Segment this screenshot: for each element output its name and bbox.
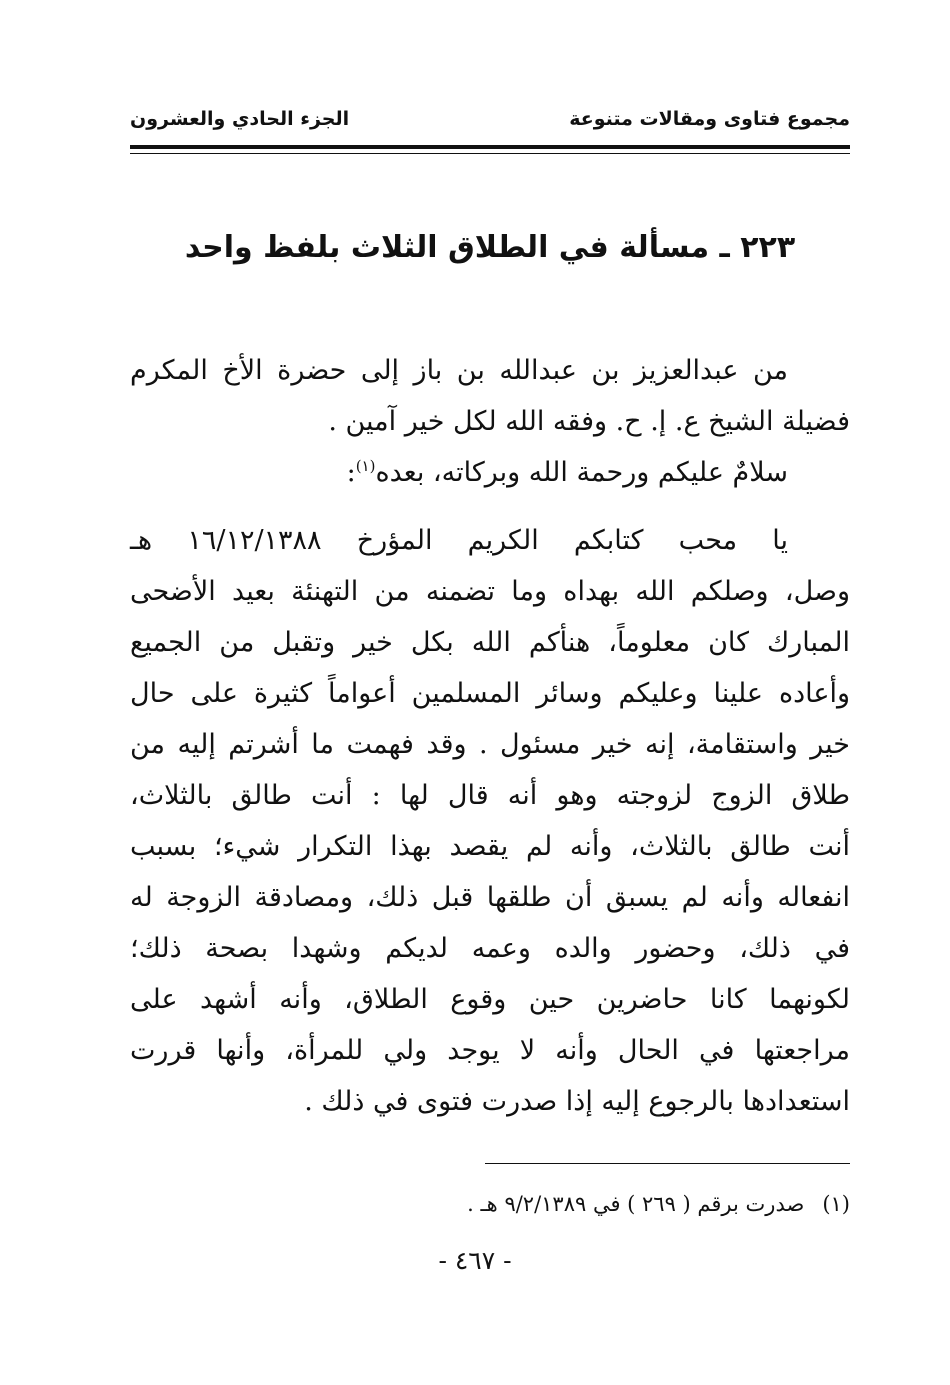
header-volume: الجزء الحادي والعشرون bbox=[130, 108, 350, 130]
header-book-title: مجموع فتاوى ومقالات متنوعة bbox=[569, 108, 850, 130]
opening-line-1: من عبدالعزيز بن عبدالله بن باز إلى حضرة الأخ المكرم bbox=[130, 355, 788, 386]
body-line: المبارك كان معلوماً، هنأكم الله بكل خير وتقبل من الجميع bbox=[130, 627, 850, 658]
greeting-text: سلامٌ عليكم ورحمة الله وبركاته، بعده bbox=[375, 457, 788, 488]
body-line-last: استعدادها بالرجوع إليه إذا صدرت فتوى في ذلك . bbox=[304, 1086, 850, 1117]
body-line: يا محب كتابكم الكريم المؤرخ ١٦/١٢/١٣٨٨ هـ bbox=[130, 525, 789, 556]
opening-line-2: فضيلة الشيخ ع. إ. ح. وفقه الله لكل خير آمين . bbox=[328, 406, 850, 437]
body-paragraph bbox=[130, 515, 850, 1127]
body-line: أنت طالق بالثلاث، وأنه لم يقصد بهذا التكرار شيء؛ بسبب bbox=[130, 831, 850, 862]
body-line: طلاق الزوج لزوجته وهو أنه قال لها : أنت طالق بالثلاث، bbox=[130, 780, 850, 811]
body-line: وأعاده علينا وعليكم وسائر المسلمين أعواماً كثيرة على حال bbox=[130, 678, 850, 709]
body-line: وصل، وصلكم الله بهداه وما تضمنه من التهنئة بعيد الأضحى bbox=[130, 576, 850, 607]
body-line: مراجعتها في الحال وأنه لا يوجد ولي للمرأة، وأنها قررت bbox=[130, 1035, 850, 1066]
footnote-separator bbox=[485, 1163, 850, 1164]
page-number: - ٤٦٧ - bbox=[438, 1246, 512, 1275]
footnote bbox=[467, 1192, 850, 1216]
greeting-line bbox=[130, 447, 850, 498]
body-line: لكونهما كانا حاضرين حين وقوع الطلاق، وأنه أشهد على bbox=[130, 984, 850, 1015]
body-line: في ذلك، وحضور والده وعمه لديكم وشهدا بصحة ذلك؛ bbox=[130, 933, 850, 964]
running-header bbox=[130, 108, 850, 142]
header-rule-thin bbox=[130, 153, 850, 154]
article-title: ٢٢٣ ـ مسألة في الطلاق الثلاث بلفظ واحد bbox=[184, 230, 796, 265]
body-line: خير واستقامة، إنه خير مسئول . وقد فهمت ما أشرتم إليه من bbox=[130, 729, 850, 760]
footnote-text: صدرت برقم ( ٢٦٩ ) في ٩/٢/١٣٨٩ هـ . bbox=[467, 1192, 805, 1216]
header-rule-thick bbox=[130, 145, 850, 149]
footnote-reference: (١) bbox=[355, 457, 376, 475]
opening-paragraph bbox=[130, 345, 850, 498]
body-line: انفعاله وأنه لم يسبق أن طلقها قبل ذلك، ومصادقة الزوجة له bbox=[130, 882, 850, 913]
footnote-number: (١) bbox=[822, 1192, 850, 1216]
greeting-colon: : bbox=[346, 457, 356, 488]
